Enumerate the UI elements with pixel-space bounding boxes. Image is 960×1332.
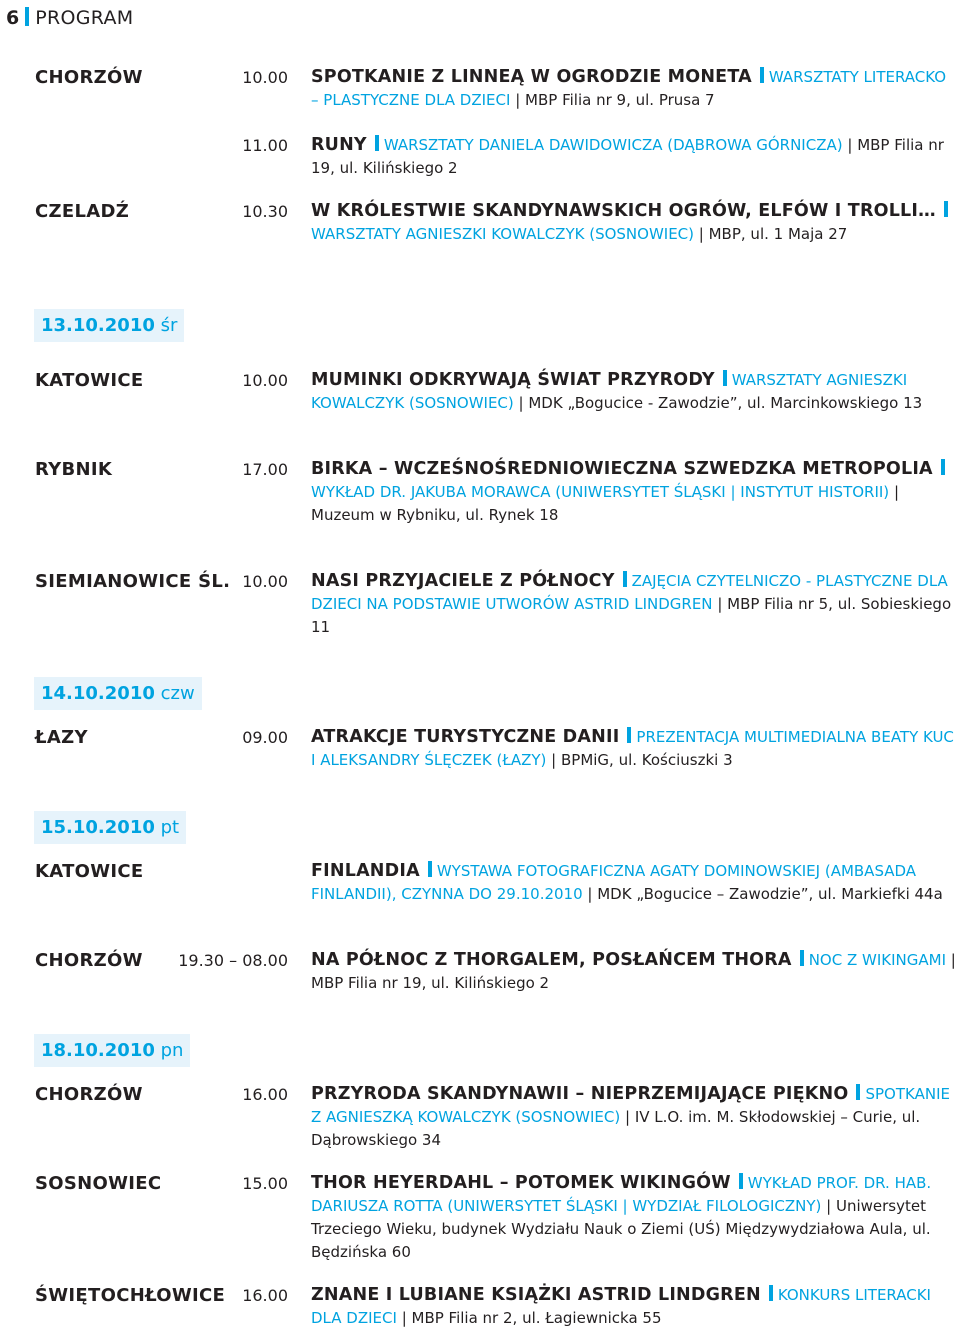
event-city: SOSNOWIEC (35, 1173, 162, 1194)
date-value: 18.10.2010 (41, 1040, 155, 1061)
event-location: | Muzeum w Rybniku, ul. Rynek 18 (311, 483, 900, 524)
title-divider (623, 571, 627, 587)
event-description (311, 570, 956, 639)
event-location: | MBP Filia nr 2, ul. Łagiewnicka 55 (401, 1309, 662, 1327)
event-description (311, 949, 956, 995)
event-location: | IV L.O. im. M. Skłodowskiej – Curie, ul. Dąbrowskiego 34 (311, 1108, 921, 1149)
event-description (311, 66, 956, 112)
date-badge (34, 309, 184, 342)
date-value: 14.10.2010 (41, 683, 155, 704)
event-location: | MBP Filia nr 19, ul. Kilińskiego 2 (311, 136, 944, 177)
page-title: PROGRAM (35, 7, 134, 29)
event-description (311, 860, 956, 906)
event-title: ZNANE I LUBIANE KSIĄŻKI ASTRID LINDGREN (311, 1285, 761, 1305)
event-city: CHORZÓW (35, 67, 143, 88)
event-city: KATOWICE (35, 370, 144, 391)
event-detail: WYSTAWA FOTOGRAFICZNA AGATY DOMINOWSKIEJ (AMBASADA FINLANDII), CZYNNA DO 29.10.2010 (311, 862, 917, 903)
event-location: | MBP Filia nr 9, ul. Prusa 7 (515, 91, 715, 109)
event-location: | MBP Filia nr 19, ul. Kilińskiego 2 (311, 951, 956, 992)
event-location: | MBP, ul. 1 Maja 27 (698, 225, 848, 243)
event-detail: WARSZTATY DANIELA DAWIDOWICZA (DĄBROWA GÓRNICZA) (383, 136, 843, 154)
event-description (311, 200, 956, 246)
event-description (311, 1172, 956, 1264)
event-description (311, 726, 956, 772)
event-title: ATRAKCJE TURYSTYCZNE DANII (311, 727, 620, 747)
event-title: THOR HEYERDAHL – POTOMEK WIKINGÓW (311, 1173, 731, 1193)
event-title: NA PÓŁNOC Z THORGALEM, POSŁAŃCEM THORA (311, 950, 792, 970)
event-location: | Uniwersytet Trzeciego Wieku, budynek Wydziału Nauk o Ziemi (UŚ) Międzywydziałowa Aula, ul. Będzińska 60 (311, 1197, 931, 1261)
date-badge (34, 677, 202, 710)
event-title: RUNY (311, 135, 367, 155)
date-weekday: czw (160, 683, 195, 704)
event-time: 16.00 (242, 1085, 288, 1104)
event-city: KATOWICE (35, 861, 144, 882)
title-divider (723, 370, 727, 386)
event-detail: WARSZTATY AGNIESZKI KOWALCZYK (SOSNOWIEC) (311, 225, 695, 243)
title-divider (428, 861, 432, 877)
event-title: BIRKA – WCZEŚNOŚREDNIOWIECZNA SZWEDZKA METROPOLIA (311, 459, 933, 479)
event-city: ŁAZY (35, 727, 88, 748)
date-value: 15.10.2010 (41, 817, 155, 838)
event-detail: WARSZTATY LITERACKO – PLASTYCZNE DLA DZIECI (311, 68, 947, 109)
event-title: FINLANDIA (311, 861, 420, 881)
event-title: MUMINKI ODKRYWAJĄ ŚWIAT PRZYRODY (311, 370, 715, 390)
event-title: NASI PRZYJACIELE Z PÓŁNOCY (311, 571, 615, 591)
title-divider (856, 1084, 860, 1100)
date-badge (34, 1034, 190, 1067)
event-title: SPOTKANIE Z LINNEĄ W OGRODZIE MONETA (311, 67, 752, 87)
event-city: ŚWIĘTOCHŁOWICE (35, 1285, 226, 1306)
event-detail: WARSZTATY AGNIESZKI KOWALCZYK (SOSNOWIEC) (311, 371, 908, 412)
event-location: | MDK „Bogucice - Zawodzie”, ul. Marcinkowskiego 13 (518, 394, 923, 412)
date-badge (34, 811, 186, 844)
event-detail: SPOTKANIE Z AGNIESZKĄ KOWALCZYK (SOSNOWIEC) (311, 1085, 950, 1126)
event-time: 16.00 (242, 1286, 288, 1305)
event-description (311, 1284, 956, 1330)
header-divider (25, 7, 29, 26)
event-time: 15.00 (242, 1174, 288, 1193)
date-weekday: pt (160, 817, 180, 838)
event-city: SIEMIANOWICE ŚL. (35, 571, 231, 592)
event-detail: NOC Z WIKINGAMI (808, 951, 946, 969)
title-divider (800, 950, 804, 966)
page-number: 6 (6, 7, 20, 29)
date-value: 13.10.2010 (41, 315, 155, 336)
event-city: CHORZÓW (35, 950, 143, 971)
event-description (311, 1083, 956, 1152)
event-title: W KRÓLESTWIE SKANDYNAWSKICH OGRÓW, ELFÓW I TROLLI… (311, 201, 936, 221)
date-weekday: śr (160, 315, 178, 336)
event-detail: PREZENTACJA MULTIMEDIALNA BEATY KUC I ALEKSANDRY ŚLĘCZEK (ŁAZY) (311, 728, 954, 769)
event-time: 10.00 (242, 371, 288, 390)
event-time: 10.00 (242, 572, 288, 591)
event-time: 09.00 (242, 728, 288, 747)
event-city: RYBNIK (35, 459, 113, 480)
title-divider (375, 135, 379, 151)
title-divider (739, 1173, 743, 1189)
title-divider (760, 67, 764, 83)
event-detail: WYKŁAD DR. JAKUBA MORAWCA (UNIWERSYTET ŚLĄSKI | INSTYTUT HISTORII) (311, 483, 890, 501)
event-time: 17.00 (242, 460, 288, 479)
title-divider (627, 727, 631, 743)
event-detail: KONKURS LITERACKI DLA DZIECI (311, 1286, 931, 1327)
event-time: 11.00 (242, 136, 288, 155)
event-location: | MBP Filia nr 5, ul. Sobieskiego 11 (311, 595, 952, 636)
event-city: CZELADŹ (35, 201, 130, 222)
title-divider (941, 459, 945, 475)
title-divider (769, 1285, 773, 1301)
event-location: | MDK „Bogucice – Zawodzie”, ul. Markiefki 44a (587, 885, 943, 903)
event-time: 19.30 – 08.00 (178, 951, 288, 970)
event-time: 10.00 (242, 68, 288, 87)
date-weekday: pn (160, 1040, 184, 1061)
event-city: CHORZÓW (35, 1084, 143, 1105)
event-description (311, 458, 956, 527)
event-time: 10.30 (242, 202, 288, 221)
event-description (311, 134, 956, 180)
event-location: | BPMiG, ul. Kościuszki 3 (551, 751, 733, 769)
page-header (6, 6, 134, 30)
event-title: PRZYRODA SKANDYNAWII – NIEPRZEMIJAJĄCE PIĘKNO (311, 1084, 849, 1104)
event-description (311, 369, 956, 415)
event-detail: WYKŁAD PROF. DR. HAB. DARIUSZA ROTTA (UNIWERSYTET ŚLĄSKI | WYDZIAŁ FILOLOGICZNY) (311, 1174, 932, 1215)
title-divider (944, 201, 948, 217)
event-detail: ZAJĘCIA CZYTELNICZO - PLASTYCZNE DLA DZIECI NA PODSTAWIE UTWORÓW ASTRID LINDGREN (311, 572, 948, 613)
